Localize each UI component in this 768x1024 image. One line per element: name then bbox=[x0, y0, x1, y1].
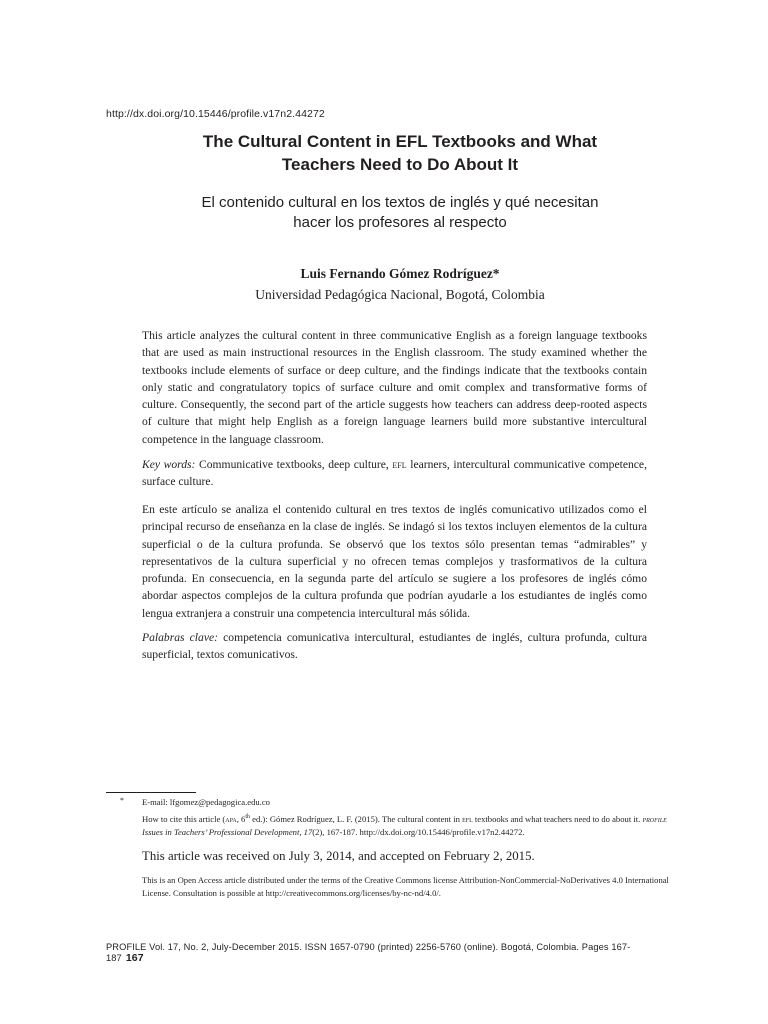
footnote-divider bbox=[106, 792, 196, 793]
cite-part-e: (2), 167-187. http://dx.doi.org/10.15446/profile.v17n2.44272. bbox=[312, 826, 525, 837]
keywords-spanish bbox=[142, 629, 647, 664]
footer-journal-info: PROFILE Vol. 17, No. 2, July-December 2015. ISSN 1657-0790 (printed) 2256-5760 (online). Bogotá, Colombia. Pages 167-187 bbox=[106, 942, 631, 963]
keywords-efl: efl bbox=[392, 458, 407, 471]
cite-efl: efl bbox=[462, 813, 473, 824]
page-number: 167 bbox=[125, 952, 144, 964]
page-footer bbox=[106, 942, 666, 964]
cite-journal: Issues in Teachers’ Professional Development, 17 bbox=[142, 826, 313, 837]
doi-link[interactable]: http://dx.doi.org/10.15446/profile.v17n2.44272 bbox=[106, 108, 325, 120]
author-name: Luis Fernando Gómez Rodríguez* bbox=[300, 266, 500, 281]
article-subtitle bbox=[120, 193, 680, 233]
subtitle-line-2: hacer los profesores al respecto bbox=[293, 214, 507, 231]
cite-th: th bbox=[245, 814, 251, 820]
title-line-1: The Cultural Content in EFL Textbooks and What bbox=[202, 132, 598, 151]
keywords-english bbox=[142, 456, 647, 491]
author-affiliation: Universidad Pedagógica Nacional, Bogotá, Colombia bbox=[255, 287, 545, 302]
subtitle-line-1: El contenido cultural en los textos de inglés y qué necesitan bbox=[201, 194, 599, 211]
cite-part-b: , 6 bbox=[236, 813, 246, 824]
citation-note bbox=[142, 811, 687, 839]
cite-part-c: ed.): Gómez Rodríguez, L. F. (2015). The cultural content in bbox=[250, 813, 460, 824]
keywords-text-b: learners, intercultural communicative competence, surface culture. bbox=[142, 458, 647, 489]
palabras-clave-label: Palabras clave: bbox=[142, 631, 218, 644]
footnote-email[interactable]: E-mail: lfgomez@pedagogica.edu.co bbox=[142, 797, 270, 807]
abstract-spanish: En este artículo se analiza el contenido cultural en tres textos de inglés comunicativo utilizados como el principal recurso de enseñanza en la clase de inglés. Se indagó si los textos incluyen elementos de la cultura superficial o de la cultura profunda. Se observó que los textos sólo presentan temas “admirables” y representativos de la cultura superficial y no ofrecen temas complejos y trasformativos de la cultura profunda. En consecuencia, en la segunda parte del artículo se sugiere a los profesores de inglés cómo abordar aspectos complejos de la cultura profunda que podrían ayudarle a los estudiantes de inglés como lengua extranjera a construir una competencia intercultural más sólida. bbox=[142, 503, 647, 620]
article-title bbox=[120, 130, 680, 176]
cite-apa: apa bbox=[225, 813, 237, 824]
title-line-2: Teachers Need to Do About It bbox=[281, 155, 519, 174]
license-note: This is an Open Access article distributed under the terms of the Creative Commons license Attribution-NonCommercial-NoDerivatives 4.0 International License. Consultation is possible at http://creativecommons.org/licenses/by-nc-nd/4.0/. bbox=[142, 875, 669, 898]
cite-part-a: How to cite this article ( bbox=[142, 813, 226, 824]
cite-profile: profile bbox=[642, 813, 667, 824]
abstract-english: This article analyzes the cultural content in three communicative English as a foreign language textbooks that are used as main instructional resources in the English classroom. The study examined whether the textbooks include elements of surface or deep culture, and the findings indicate that the textbooks contain only static and congratulatory topics of surface culture and omit complex and transformative forms of culture. Consequently, the second part of the article suggests how teachers can address deep-rooted aspects of culture that might help English as a foreign language learners build more substantive intercultural competence in the language classroom. bbox=[142, 329, 647, 446]
palabras-clave-text: competencia comunicativa intercultural, estudiantes de inglés, cultura profunda, cultura superficial, textos comunicativos. bbox=[142, 631, 648, 662]
footnote-marker: * bbox=[120, 796, 124, 805]
keywords-text-a: Communicative textbooks, deep culture, bbox=[199, 458, 389, 471]
keywords-label: Key words: bbox=[142, 458, 196, 471]
cite-part-d: textbooks and what teachers need to do about it. bbox=[474, 813, 641, 824]
received-note: This article was received on July 3, 2014, and accepted on February 2, 2015. bbox=[142, 849, 535, 863]
